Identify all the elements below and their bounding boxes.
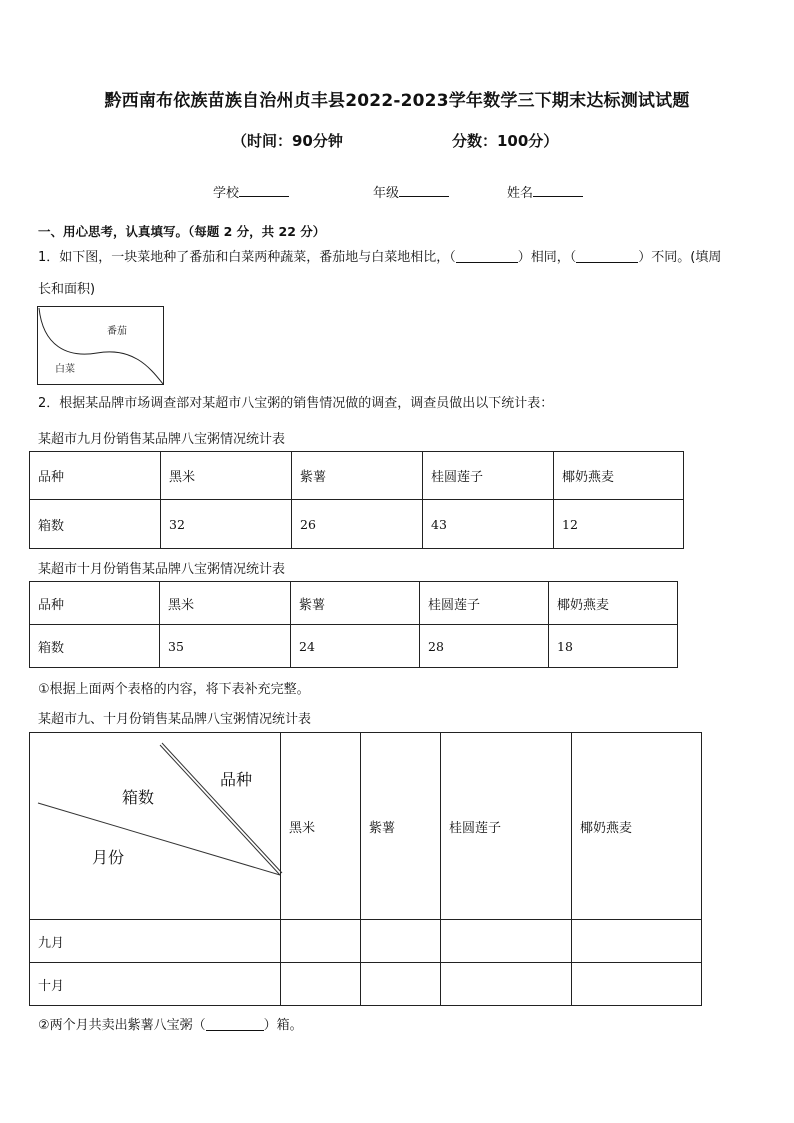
school-field[interactable] [213,182,289,201]
diagonal-lines [30,733,288,920]
header-cell: 品种 [30,582,160,625]
exam-score: 分数：100分） [452,132,559,150]
table-oct-caption: 某超市十月份销售某品牌八宝粥情况统计表 [38,562,286,577]
header-cell: 椰奶燕麦 [549,582,678,625]
table-sep-caption: 某超市九月份销售某品牌八宝粥情况统计表 [38,432,286,447]
column-header: 椰奶燕麦 [572,733,702,920]
q1-text-d: 长和面积) [38,282,96,297]
value-cell: 18 [549,625,678,668]
diag-boxes-label: 箱数 [122,788,155,807]
header-cell: 桂圆莲子 [423,452,554,500]
value-cell: 12 [554,500,684,549]
q1-text-b: ）相同，（ [517,250,577,265]
part2-text-b: ）箱。 [263,1018,303,1033]
column-header: 紫薯 [361,733,441,920]
name-blank[interactable] [533,182,583,197]
row-label: 十月 [30,963,281,1006]
grade-field[interactable] [373,182,449,201]
answer-cell[interactable] [281,963,361,1006]
value-cell: 32 [161,500,292,549]
answer-cell[interactable] [361,963,441,1006]
answer-cell[interactable] [281,920,361,963]
q1-blank-1[interactable] [456,250,518,263]
cabbage-label: 白菜 [55,364,75,375]
table-row [30,963,702,1006]
question-1 [38,242,758,306]
header-cell: 黑米 [161,452,292,500]
column-header: 桂圆莲子 [441,733,572,920]
header-cell: 紫薯 [292,452,423,500]
vegetable-plot-figure [37,306,165,386]
table-combined-caption: 某超市九、十月份销售某品牌八宝粥情况统计表 [38,712,312,727]
diag-variety-label: 品种 [220,770,253,789]
diag-month-label: 月份 [92,848,125,867]
table-row [30,920,702,963]
value-cell: 26 [292,500,423,549]
answer-cell[interactable] [441,920,572,963]
part2-text-a: ②两个月共卖出紫薯八宝粥（ [38,1018,206,1033]
name-label: 姓名 [507,186,534,201]
answer-cell[interactable] [361,920,441,963]
q1-text-a: 1．如下图，一块菜地种了番茄和白菜两种蔬菜，番茄地与白菜地相比，（ [38,250,456,265]
table-row [30,733,702,920]
answer-cell[interactable] [572,920,702,963]
grade-label: 年级 [373,186,400,201]
grade-blank[interactable] [399,182,449,197]
value-cell: 28 [420,625,549,668]
school-label: 学校 [213,186,240,201]
table-row [30,625,678,668]
header-cell: 桂圆莲子 [420,582,549,625]
row-label: 九月 [30,920,281,963]
tomato-label: 番茄 [107,326,127,337]
header-cell: 椰奶燕麦 [554,452,684,500]
part2-blank[interactable] [206,1018,264,1031]
part-2-question [38,1014,303,1033]
school-blank[interactable] [239,182,289,197]
table-september [29,451,684,549]
value-cell: 43 [423,500,554,549]
row-label: 箱数 [30,625,160,668]
value-cell: 35 [160,625,291,668]
column-header: 黑米 [281,733,361,920]
table-october [29,581,678,668]
q1-text-c: ）不同。(填周 [638,250,722,265]
table-combined [29,732,702,1006]
answer-cell[interactable] [572,963,702,1006]
table-row [30,452,684,500]
value-cell: 24 [291,625,420,668]
name-field[interactable] [507,182,583,201]
table-row [30,500,684,549]
question-2-intro: 2．根据某品牌市场调查部对某超市八宝粥的销售情况做的调查，调查员做出以下统计表： [38,396,554,411]
page-title: 黔西南布依族苗族自治州贞丰县2022-2023学年数学三下期末达标测试试题 [104,91,690,111]
row-label: 箱数 [30,500,161,549]
exam-time: （时间：90分钟 [232,132,343,150]
q1-blank-2[interactable] [576,250,638,263]
table-row [30,582,678,625]
part-1-instruction: ①根据上面两个表格的内容，将下表补充完整。 [38,682,310,697]
header-cell: 黑米 [160,582,291,625]
answer-cell[interactable] [441,963,572,1006]
header-cell: 品种 [30,452,161,500]
diagonal-header-cell [30,733,281,920]
section-heading: 一、用心思考，认真填写。（每题 2 分，共 22 分） [38,224,326,239]
header-cell: 紫薯 [291,582,420,625]
